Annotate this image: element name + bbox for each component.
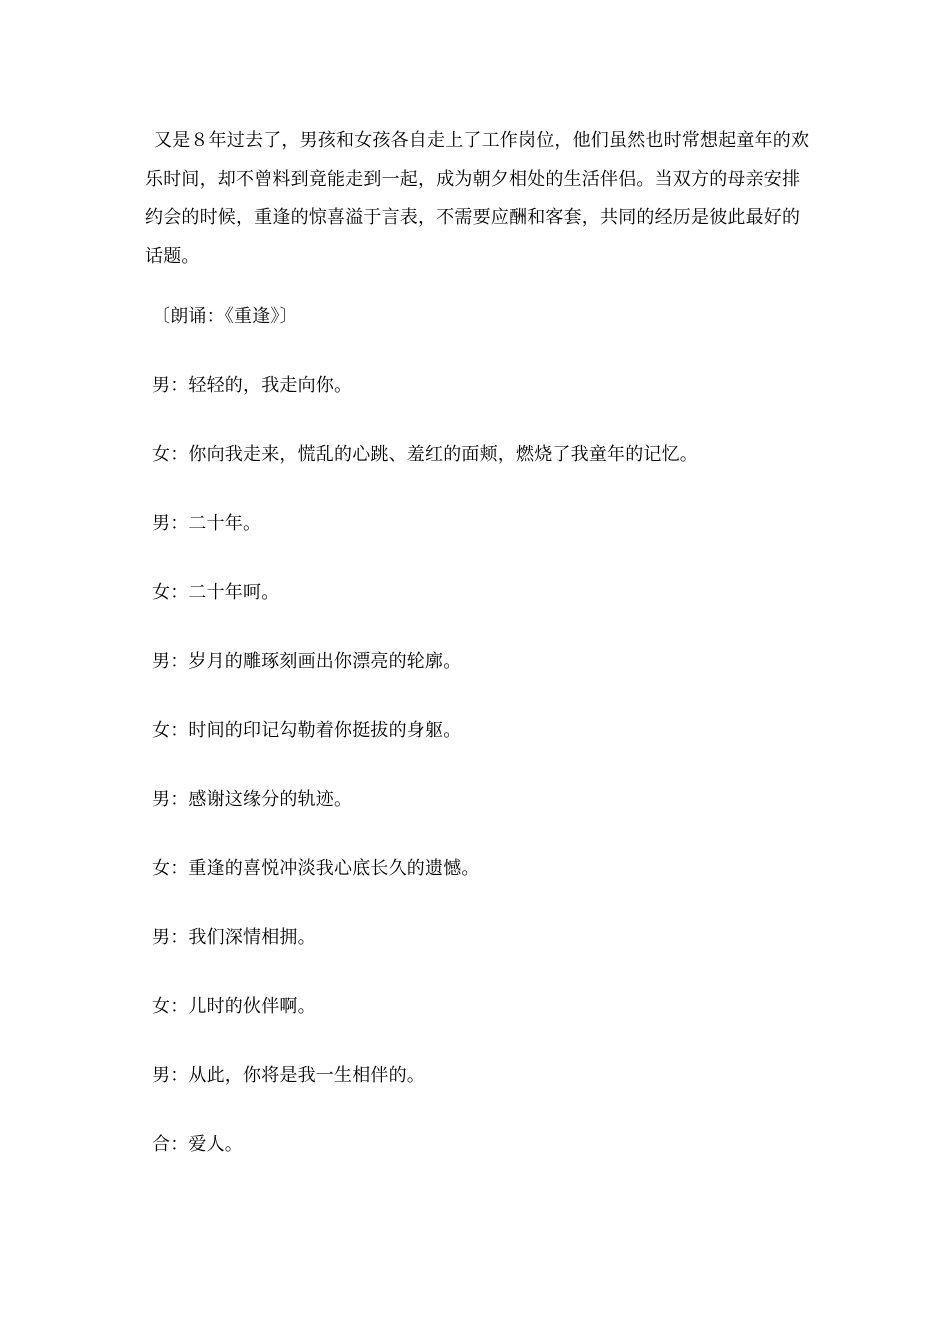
dialogue-text: 时间的印记勾勒着你挺拔的身躯。	[188, 720, 462, 741]
speaker-label: 男	[152, 1065, 171, 1086]
dialogue-text: 儿时的伙伴啊。	[188, 996, 316, 1017]
speaker-label: 女	[152, 996, 171, 1017]
dialogue-line	[152, 443, 698, 467]
speaker-label: 女	[152, 858, 171, 879]
speaker-label: 女	[152, 444, 171, 465]
dialogue-text: 岁月的雕琢刻画出你漂亮的轮廓。	[188, 651, 462, 672]
dialogue-line	[152, 719, 461, 743]
dialogue-line	[152, 650, 461, 674]
speaker-label: 男	[152, 513, 171, 534]
speaker-separator: ：	[170, 858, 189, 879]
dialogue-line	[152, 512, 261, 536]
dialogue-text: 从此，你将是我一生相伴的。	[188, 1065, 426, 1086]
dialogue-line	[152, 1133, 243, 1157]
speaker-label: 女	[152, 582, 171, 603]
speaker-separator: ：	[170, 720, 189, 741]
speaker-separator: ：	[170, 513, 189, 534]
speaker-separator: ：	[170, 375, 189, 396]
dialogue-line	[152, 926, 316, 950]
speaker-label: 男	[152, 375, 171, 396]
speaker-label: 合	[152, 1134, 171, 1155]
speaker-label: 男	[152, 927, 171, 948]
speaker-label: 男	[152, 789, 171, 810]
dialogue-text: 重逢的喜悦冲淡我心底长久的遗憾。	[188, 858, 480, 879]
dialogue-line	[152, 788, 352, 812]
dialogue-text: 你向我走来，慌乱的心跳、羞红的面颊，燃烧了我童年的记忆。	[188, 444, 699, 465]
recitation-heading: 〔朗诵：《重逢》〕	[152, 306, 298, 327]
speaker-separator: ：	[170, 582, 189, 603]
dialogue-line	[152, 1064, 425, 1088]
speaker-separator: ：	[170, 1134, 189, 1155]
dialogue-text: 感谢这缘分的轨迹。	[188, 789, 353, 810]
dialogue-text: 二十年。	[188, 513, 262, 534]
speaker-separator: ：	[170, 996, 189, 1017]
speaker-separator: ：	[170, 789, 189, 810]
dialogue-line	[152, 857, 480, 881]
dialogue-line	[152, 581, 279, 605]
dialogue-text: 二十年呵。	[188, 582, 280, 603]
speaker-separator: ：	[170, 651, 189, 672]
dialogue-text: 我们深情相拥。	[188, 927, 316, 948]
speaker-separator: ：	[170, 927, 189, 948]
dialogue-line	[152, 995, 316, 1019]
speaker-separator: ：	[170, 1065, 189, 1086]
dialogue-text: 轻轻的，我走向你。	[188, 375, 353, 396]
speaker-separator: ：	[170, 444, 189, 465]
intro-paragraph: 又是８年过去了，男孩和女孩各自走上了工作岗位，他们虽然也时常想起童年的欢乐时间，却不曾料到竟能走到一起，成为朝夕相处的生活伴侣。当双方的母亲安排约会的时候，重逢的惊喜溢于言表，不需要应酬和客套，共同的经历是彼此最好的话题。	[145, 130, 810, 267]
speaker-label: 男	[152, 651, 171, 672]
dialogue-text: 爱人。	[188, 1134, 244, 1155]
dialogue-line	[152, 374, 352, 398]
speaker-label: 女	[152, 720, 171, 741]
